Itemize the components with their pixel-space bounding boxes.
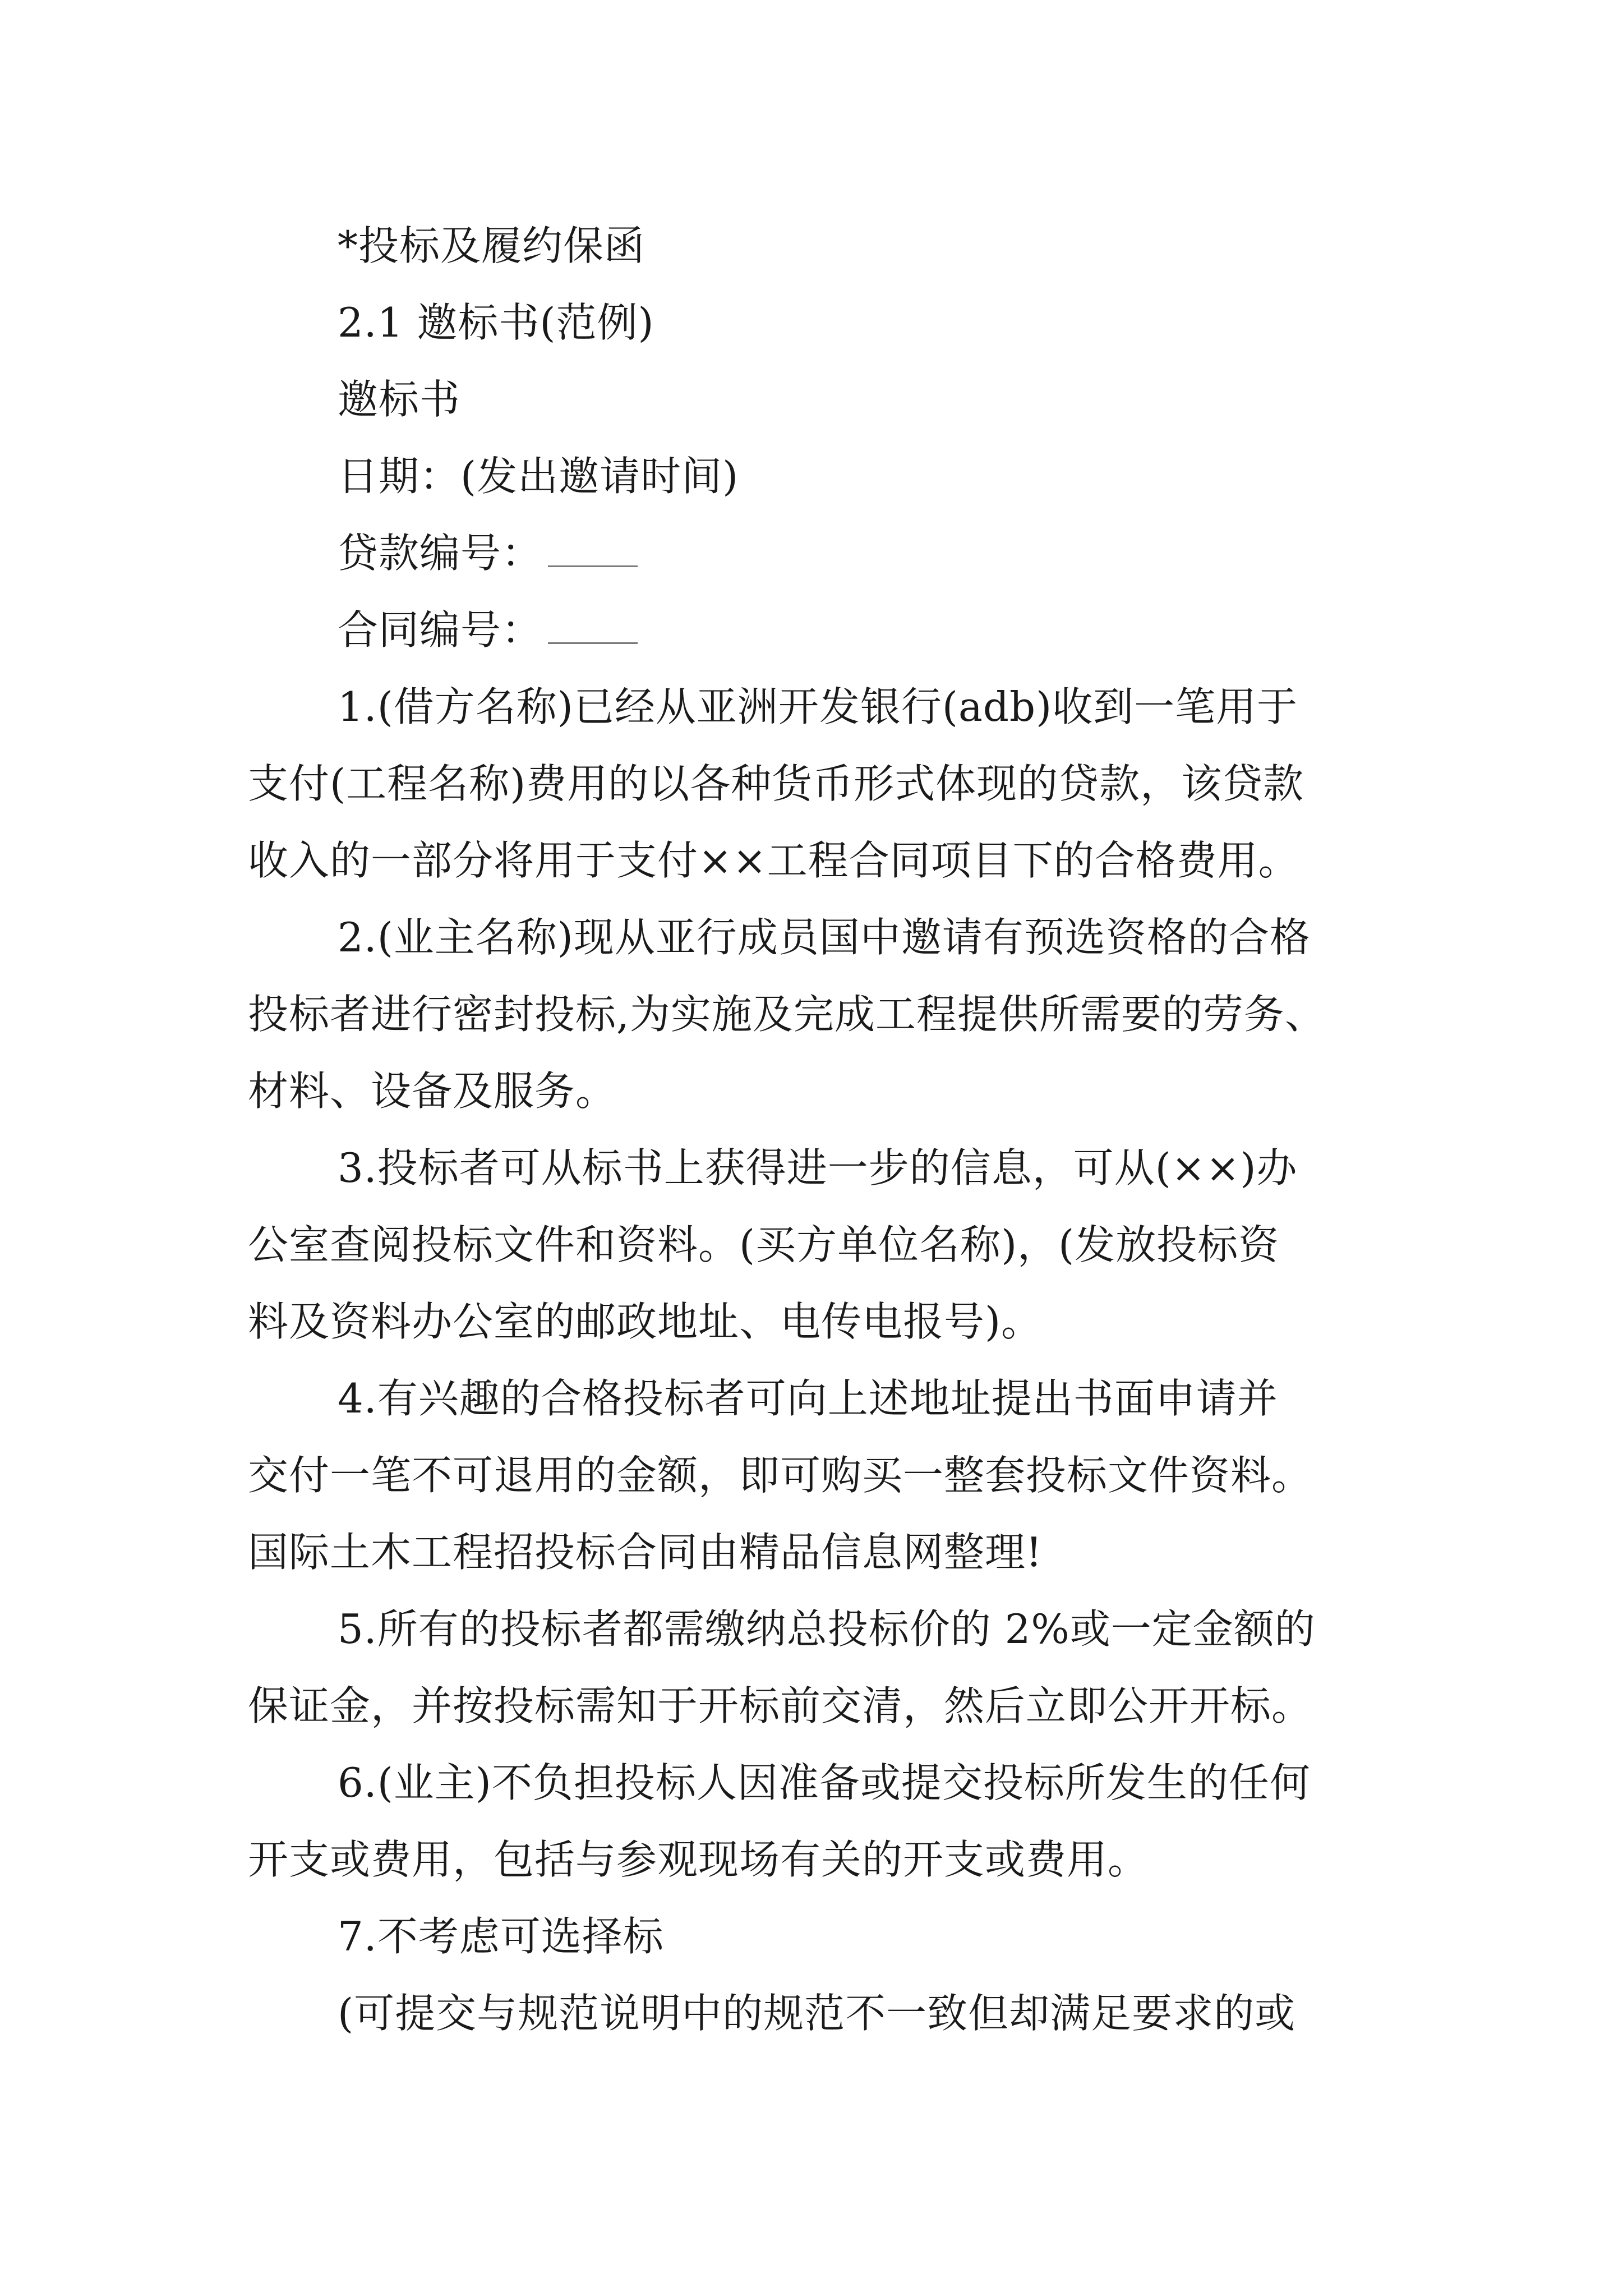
paragraph-3-line-1: 3.投标者可从标书上获得进一步的信息，可从(××)办 bbox=[338, 1144, 1298, 1191]
date-line: 日期：(发出邀请时间) bbox=[338, 453, 739, 500]
contract-number-line bbox=[248, 592, 1448, 669]
document-title: 邀标书 bbox=[338, 376, 461, 423]
paragraph-4-line-3: 国际土木工程招投标合同由精品信息网整理! bbox=[248, 1529, 1043, 1576]
loan-number-label: 贷款编号： bbox=[338, 530, 543, 577]
paragraph-6-line-1: 6.(业主)不负担投标人因准备或提交投标所发生的任何 bbox=[338, 1759, 1311, 1806]
paragraph-1-line-2: 支付(工程名称)费用的以各种货币形式体现的贷款，该贷款 bbox=[248, 760, 1304, 807]
paragraph-5-line-1: 5.所有的投标者都需缴纳总投标价的 2%或一定金额的 bbox=[338, 1605, 1316, 1653]
paragraph-4-line-2: 交付一笔不可退用的金额，即可购买一整套投标文件资料。 bbox=[248, 1452, 1313, 1499]
paragraph-8-line-1: (可提交与规范说明中的规范不一致但却满足要求的或 bbox=[338, 1990, 1296, 2037]
paragraph-2-line-1: 2.(业主名称)现从亚行成员国中邀请有预选资格的合格 bbox=[338, 914, 1311, 961]
paragraph-7-line-1: 7.不考虑可选择标 bbox=[338, 1913, 664, 1960]
paragraph-5-line-2: 保证金，并按投标需知于开标前交清，然后立即公开开标。 bbox=[248, 1682, 1313, 1729]
paragraph-2-line-2: 投标者进行密封投标,为实施及完成工程提供所需要的劳务、 bbox=[248, 991, 1326, 1038]
heading-guarantee-note: *投标及履约保函 bbox=[338, 222, 645, 269]
section-title: 2.1 邀标书(范例) bbox=[338, 299, 654, 346]
loan-number-line bbox=[248, 515, 1448, 592]
paragraph-2-line-3: 材料、设备及服务。 bbox=[248, 1068, 617, 1115]
paragraph-3-line-3: 料及资料办公室的邮政地址、电传电报号)。 bbox=[248, 1298, 1043, 1345]
document-body bbox=[248, 208, 1448, 2052]
paragraph-3-line-2: 公室查阅投标文件和资料。(买方单位名称)，(发放投标资 bbox=[248, 1221, 1280, 1268]
contract-number-blank bbox=[548, 611, 638, 644]
paragraph-1-line-3: 收入的一部分将用于支付××工程合同项目下的合格费用。 bbox=[248, 837, 1299, 884]
paragraph-4-line-1: 4.有兴趣的合格投标者可向上述地址提出书面申请并 bbox=[338, 1375, 1278, 1422]
contract-number-label: 合同编号： bbox=[338, 606, 543, 654]
loan-number-blank bbox=[548, 534, 638, 567]
paragraph-1-line-1: 1.(借方名称)已经从亚洲开发银行(adb)收到一笔用于 bbox=[338, 683, 1298, 730]
paragraph-6-line-2: 开支或费用，包括与参观现场有关的开支或费用。 bbox=[248, 1836, 1149, 1883]
